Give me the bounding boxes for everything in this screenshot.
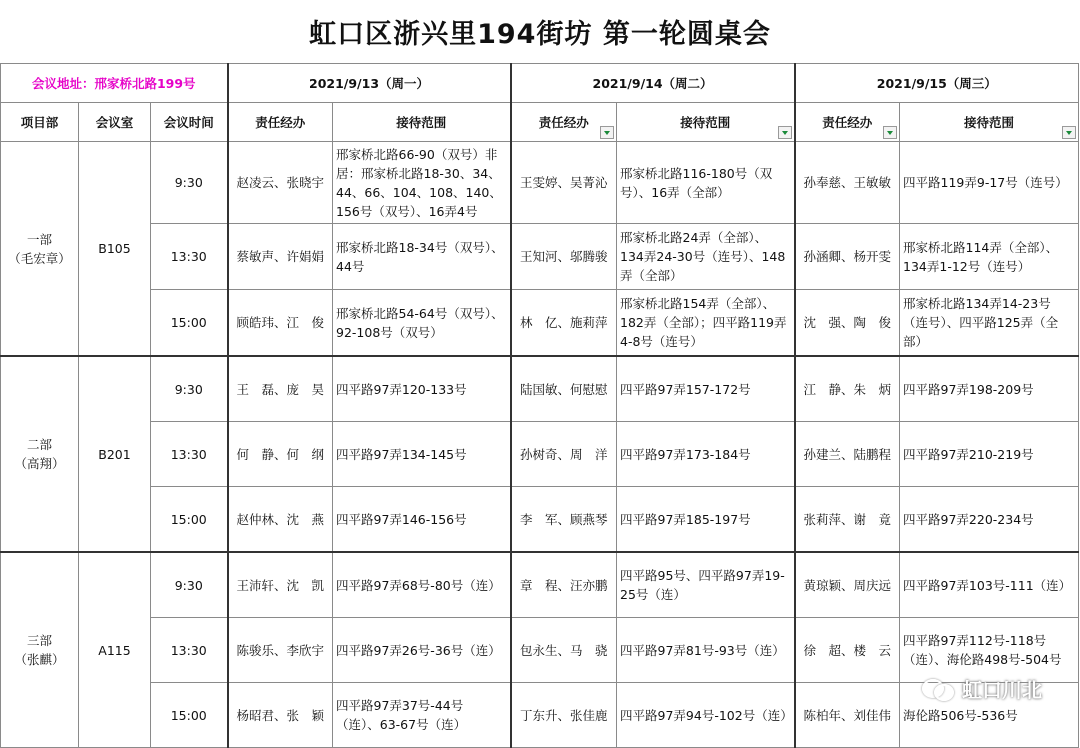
scope-cell: 四平路97弄68号-80号（连）	[333, 552, 511, 618]
scope-cell: 四平路97弄157-172号	[617, 356, 795, 422]
manager-cell: 江 静、朱 炳	[795, 356, 900, 422]
manager-cell: 王知河、邬腾骏	[511, 224, 617, 290]
time-cell: 13:30	[151, 224, 228, 290]
manager-cell: 林 亿、施莉萍	[511, 290, 617, 357]
table-row	[1, 224, 1079, 290]
scope-cell: 四平路97弄120-133号	[333, 356, 511, 422]
header-scope-label: 接待范围	[680, 114, 731, 130]
manager-cell: 孙树奇、周 洋	[511, 422, 617, 487]
scope-cell: 四平路97弄103号-111（连）	[900, 552, 1079, 618]
header-scope-day-2[interactable]	[617, 103, 795, 142]
date-day-3: 2021/9/15（周三）	[795, 64, 1079, 103]
watermark-text: 虹口川北	[962, 677, 1042, 702]
header-scope-day-3[interactable]	[900, 103, 1079, 142]
dropdown-filter-icon[interactable]	[1062, 126, 1076, 139]
manager-cell: 徐 超、楼 云	[795, 618, 900, 683]
manager-cell: 赵仲林、沈 燕	[228, 487, 333, 553]
time-cell: 15:00	[151, 683, 228, 748]
time-cell: 13:30	[151, 618, 228, 683]
time-cell: 15:00	[151, 290, 228, 357]
manager-cell: 何 静、何 纲	[228, 422, 333, 487]
watermark	[922, 673, 1042, 703]
dropdown-filter-icon[interactable]	[883, 126, 897, 139]
scope-cell: 四平路97弄81号-93号（连）	[617, 618, 795, 683]
time-cell: 15:00	[151, 487, 228, 553]
time-cell: 13:30	[151, 422, 228, 487]
table-row	[1, 356, 1079, 422]
room-cell: B201	[79, 356, 151, 552]
scope-cell: 四平路97弄37号-44号（连）、63-67号（连）	[333, 683, 511, 748]
manager-cell: 张莉萍、谢 竟	[795, 487, 900, 553]
date-header-row	[1, 64, 1079, 103]
scope-cell: 四平路97弄198-209号	[900, 356, 1079, 422]
date-day-2: 2021/9/14（周二）	[511, 64, 795, 103]
scope-cell: 邢家桥北路24弄（全部）、134弄24-30号（连号）、148弄（全部）	[617, 224, 795, 290]
scope-cell: 四平路97弄94号-102号（连）	[617, 683, 795, 748]
header-scope-label: 接待范围	[964, 114, 1015, 130]
meeting-address: 会议地址：邢家桥北路199号	[1, 64, 228, 103]
page-title: 虹口区浙兴里194街坊 第一轮圆桌会	[309, 18, 771, 50]
dept-cell: 三部 （张麒）	[1, 552, 79, 748]
manager-cell: 陆国敏、何慰慰	[511, 356, 617, 422]
time-cell: 9:30	[151, 356, 228, 422]
table-row	[1, 422, 1079, 487]
manager-cell: 陈柏年、刘佳伟	[795, 683, 900, 748]
manager-cell: 杨昭君、张 颖	[228, 683, 333, 748]
header-manager-day-2[interactable]	[511, 103, 617, 142]
manager-cell: 孙建兰、陆鹏程	[795, 422, 900, 487]
manager-cell: 章 程、汪亦鹏	[511, 552, 617, 618]
header-manager-day-1: 责任经办	[228, 103, 333, 142]
manager-cell: 王 磊、庞 昊	[228, 356, 333, 422]
scope-cell: 四平路97弄112号-118号（连）、海伦路498号-504号	[900, 618, 1079, 683]
scope-cell: 海伦路506号-536号	[900, 683, 1079, 748]
scope-cell: 四平路97弄26号-36号（连）	[333, 618, 511, 683]
manager-cell: 孙奉慈、王敏敏	[795, 142, 900, 224]
manager-cell: 赵凌云、张晓宇	[228, 142, 333, 224]
manager-cell: 王沛轩、沈 凯	[228, 552, 333, 618]
scope-cell: 四平路97弄185-197号	[617, 487, 795, 553]
dropdown-filter-icon[interactable]	[600, 126, 614, 139]
dept-cell: 一部 （毛宏章）	[1, 142, 79, 357]
scope-cell: 四平路97弄173-184号	[617, 422, 795, 487]
scope-cell: 邢家桥北路134弄14-23号（连号）、四平路125弄（全部）	[900, 290, 1079, 357]
manager-cell: 孙涵卿、杨开雯	[795, 224, 900, 290]
time-cell: 9:30	[151, 552, 228, 618]
wechat-logo-icon	[922, 675, 956, 701]
scope-cell: 邢家桥北路154弄（全部）、182弄（全部）；四平路119弄4-8号（连号）	[617, 290, 795, 357]
table-row	[1, 552, 1079, 618]
manager-cell: 丁东升、张佳鹿	[511, 683, 617, 748]
time-cell: 9:30	[151, 142, 228, 224]
dropdown-filter-icon[interactable]	[778, 126, 792, 139]
room-cell: B105	[79, 142, 151, 357]
column-header-row	[1, 103, 1079, 142]
header-manager-day-3[interactable]	[795, 103, 900, 142]
header-manager-label: 责任经办	[538, 114, 589, 130]
manager-cell: 王雯婷、吴菁沁	[511, 142, 617, 224]
date-day-1: 2021/9/13（周一）	[228, 64, 511, 103]
table-row	[1, 618, 1079, 683]
table-row	[1, 683, 1079, 748]
manager-cell: 沈 强、陶 俊	[795, 290, 900, 357]
header-manager-label: 责任经办	[822, 114, 873, 130]
scope-cell: 邢家桥北路54-64号（双号）、92-108号（双号）	[333, 290, 511, 357]
manager-cell: 李 军、顾燕琴	[511, 487, 617, 553]
manager-cell: 顾皓玮、江 俊	[228, 290, 333, 357]
table-row	[1, 487, 1079, 553]
header-room: 会议室	[79, 103, 151, 142]
header-dept: 项目部	[1, 103, 79, 142]
scope-cell: 四平路119弄9-17号（连号）	[900, 142, 1079, 224]
schedule-body	[1, 142, 1079, 748]
table-row	[1, 290, 1079, 357]
scope-cell: 四平路97弄220-234号	[900, 487, 1079, 553]
manager-cell: 黄琼颖、周庆远	[795, 552, 900, 618]
room-cell: A115	[79, 552, 151, 748]
scope-cell: 邢家桥北路18-34号（双号）、44号	[333, 224, 511, 290]
schedule-table	[0, 63, 1079, 748]
manager-cell: 陈骏乐、李欣宇	[228, 618, 333, 683]
header-scope-day-1: 接待范围	[333, 103, 511, 142]
scope-cell: 四平路97弄146-156号	[333, 487, 511, 553]
scope-cell: 邢家桥北路114弄（全部）、134弄1-12号（连号）	[900, 224, 1079, 290]
table-row	[1, 142, 1079, 224]
scope-cell: 邢家桥北路116-180号（双号）、16弄（全部）	[617, 142, 795, 224]
header-time: 会议时间	[151, 103, 228, 142]
scope-cell: 邢家桥北路66-90（双号）非居：邢家桥北路18-30、34、44、66、104、108、140、156号（双号）、16弄4号	[333, 142, 511, 224]
dept-cell: 二部 （高翔）	[1, 356, 79, 552]
manager-cell: 包永生、马 骁	[511, 618, 617, 683]
scope-cell: 四平路95号、四平路97弄19-25号（连）	[617, 552, 795, 618]
scope-cell: 四平路97弄210-219号	[900, 422, 1079, 487]
manager-cell: 蔡敏声、许娟娟	[228, 224, 333, 290]
scope-cell: 四平路97弄134-145号	[333, 422, 511, 487]
